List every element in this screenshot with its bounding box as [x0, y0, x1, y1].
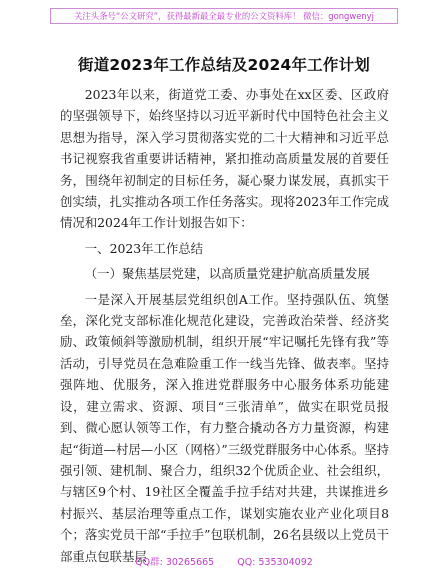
body-paragraph-1: 一是深入开展基层党组织创A工作。坚持强队伍、筑堡垒，深化党支部标准化规范化建设，完善政治荣誉、经济奖励、政策倾斜等激励机制，组织开展“牢记嘱托先锋有我”等活动，引导党员在急难险重工作一线当先锋、做表率。坚持强阵地、优服务，深入推进党群服务中心服务体系功能建设，建立需求、资源、项目“三张清单”，做实在职党员报到、微心愿认领等工作，有力整合撬动各方力量资源，构建起“街道—村居—小区（网格）”三级党群服务中心体系。坚持强引领、建机制、聚合力，组织32个优质企业、社会组织，与辖区9个村、19社区全覆盖手拉手结对共建，共谋推进乡村振兴、基层治理等重点工作，谋划实施农业产业化项目8个；落实党员干部“手拉手”包联机制，26名县级以上党员干部重点包联基层	[60, 291, 389, 564]
section-heading-1: 一、2023年工作总结	[84, 240, 204, 256]
qq-number: QQ: 535304092	[237, 557, 313, 568]
subsection-heading-1: （一）聚焦基层党建，以高质量党建护航高质量发展	[84, 266, 370, 282]
intro-paragraph: 2023年以来，街道党工委、办事处在xx区委、区政府的坚强领导下，始终坚持以习近平新时代中国特色社会主义思想为指导，深入学习贯彻落实党的二十大精神和习近平总书记视察我省重要讲话精神，紧扣推动高质量发展的首要任务，围绕年初制定的目标任务，凝心聚力谋发展，真抓实干创实绩，扎实推动各项工作任务落实。现将2023年工作完成情况和2024年工作计划报告如下：	[60, 87, 389, 231]
document-body	[60, 84, 389, 567]
promo-banner: 关注头条号“公文研究”，获得最新最全最专业的公文资料库！ 微信：gongwenyj	[50, 8, 398, 24]
contact-footer	[0, 554, 448, 568]
qq-group: QQ群: 30265665	[135, 557, 215, 568]
document-title: 街道2023年工作总结及2024年工作计划	[78, 56, 370, 74]
